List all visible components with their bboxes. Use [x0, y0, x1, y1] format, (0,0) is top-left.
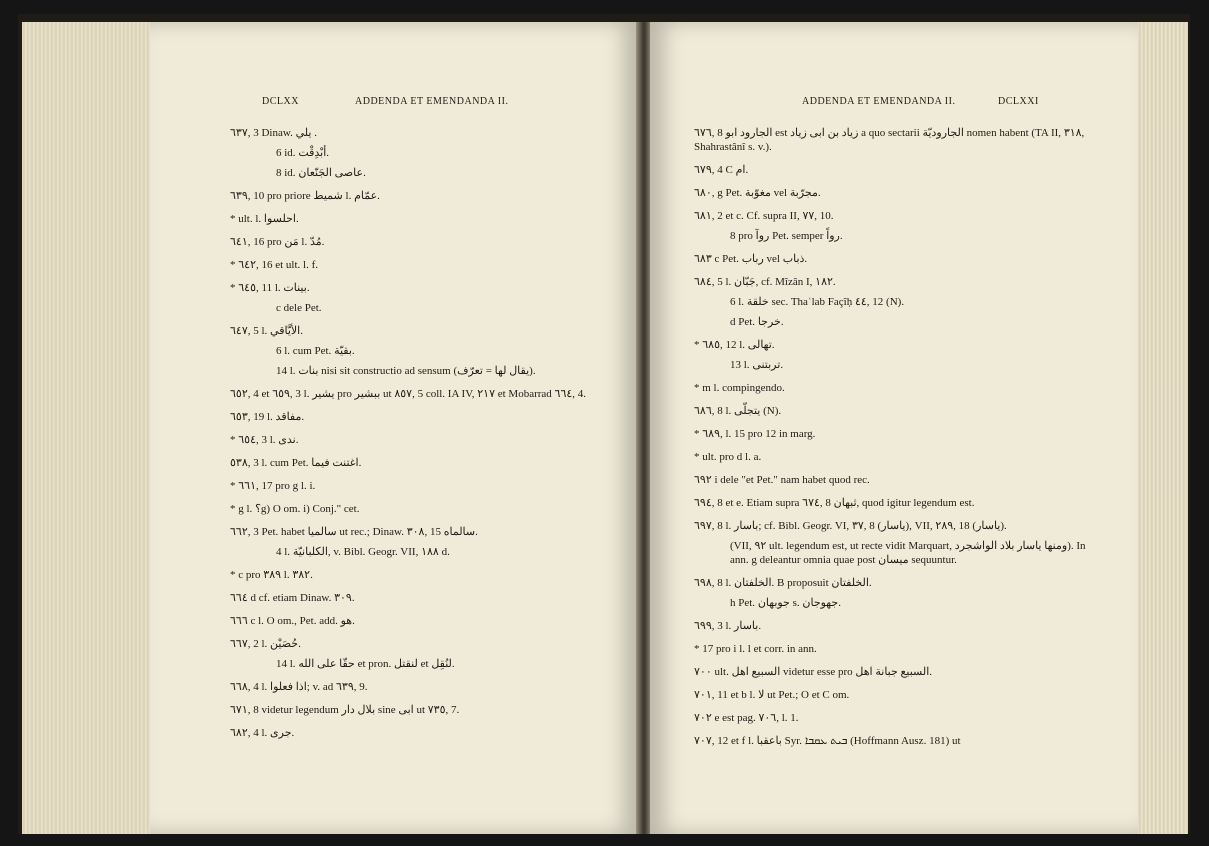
entry: ٦٦٢, 3 Pet. habet سالميا ut rec.; Dinaw. ٣٠٨, 15 سالماه. — [230, 526, 478, 538]
entry: 6 id. أبْدِقْت. — [276, 147, 330, 159]
entry: ٦٩٢ i dele "et Pet." nam habet quod rec. — [694, 474, 870, 486]
entry: * ult. l. احلسوا. — [230, 213, 299, 225]
entry: ٦٨٤, 5 l. جَبّان, cf. Mîzân I, ١٨٢. — [694, 276, 836, 288]
entry: 13 l. تربتنى. — [730, 359, 784, 371]
left-running-head: ADDENDA ET EMENDANDA II. — [355, 96, 509, 107]
entry: 6 l. خلقة sec. Thaʿlab Façîḥ ٤٤, 12 (N). — [730, 296, 905, 308]
entry: d Pet. خرجا. — [730, 316, 784, 328]
entry: ٧٠٧, 12 et f l. باعقبا Syr. ܒܝܬ ܥܩܒܐ (Hoffmann Ausz. 181) ut — [694, 735, 961, 747]
entry: (VII, ٩٢ ult. legendum est, ut recte vidit Marquart, ومنها ياسار بلاد الواشجرد). In ann. g deleantur omnia quae post ميسان sequuntur. — [730, 540, 1086, 566]
entry: 4 l. الكلبانيّة, v. Bibl. Geogr. VII, ١٨٨ d. — [276, 546, 450, 558]
entry: * ult. pro d l. a. — [694, 451, 762, 463]
entry: * c pro ٣٨٩ l. ٣٨٢. — [230, 569, 313, 581]
entry: * g l. ؟g) O om. i) Conj." cet. — [230, 503, 360, 515]
entry: c dele Pet. — [276, 302, 322, 314]
right-page — [650, 22, 1138, 834]
entry: ٦٩٨, 8 l. الخلفتان. B proposuit الخلفتان. — [694, 577, 872, 589]
entry: ٦٣٩, 10 pro priore شميط l. عمّام. — [230, 190, 380, 202]
entry: ٦٩٤, 8 et e. Etiam supra ٦٧٤, 8 ثبهان, quod igitur legendum est. — [694, 497, 975, 509]
entry: 8 id. عاصى الجَنّعان. — [276, 167, 366, 179]
entry: ٦٦٨, 4 l. اذا فعلوا; v. ad ٦٣٩, 9. — [230, 681, 368, 693]
entry: ٦٧٩, 4 C ام. — [694, 164, 749, 176]
entry: ٦٤١, 16 pro مَن l. مُدّ. — [230, 236, 325, 248]
entry: * ٦٨٩, l. 15 pro 12 in marg. — [694, 428, 816, 440]
entry: ٦٧٦, 8 الجارود ابو est زياد بن ابى زياد a quo sectarii الجاروديّة nomen habent (TA II, ٣١٨, Shahrastânî s. v.). — [694, 127, 1085, 153]
right-page-number: DCLXXI — [998, 96, 1039, 107]
entry: 14 l. بنات nisi sit constructio ad sensum (يقال لها = تعرّف). — [276, 365, 536, 377]
entry: ٦٨١, 2 et c. Cf. supra II, ٧٧, 10. — [694, 210, 834, 222]
entry: ٦٤٧, 5 l. الأيَّاقي. — [230, 325, 303, 337]
entry: ٦٥٣, 19 l. مفاقد. — [230, 411, 305, 423]
entry: ٦٧١, 8 videtur legendum بلال دار sine ابى ut ٧٣٥, 7. — [230, 704, 460, 716]
entry: * ٦٦١, 17 pro g l. i. — [230, 480, 316, 492]
entry: ٦٦٧, 2 l. حُصَيْن. — [230, 638, 301, 650]
entry: ٦٨٠, g Pet. مغوّبة vel مجرّبة. — [694, 187, 821, 199]
entry: * m l. compingendo. — [694, 382, 785, 394]
entry: ٦٥٢, 4 et ٦٥٩, 3 l. يشير pro ببشير ut ٨٥٧, 5 coll. IA IV, ٢١٧ et Mobarrad ٦٦٤, 4. — [230, 388, 587, 400]
right-entries — [694, 126, 1089, 757]
entry: * ٦٤٥, 11 l. بينات. — [230, 282, 310, 294]
left-entries — [230, 126, 615, 749]
left-page-number: DCLXX — [262, 96, 299, 107]
entry: 14 l. حقّا على الله et pron. لنقتل et لنُقِل. — [276, 658, 455, 670]
entry: ٧٠٠ ult. السبيع اهل videtur esse pro السبيع جبانة اهل. — [694, 666, 933, 678]
entry: ٦٨٦, 8 l. يتجلّى (N). — [694, 405, 782, 417]
entry: 6 l. cum Pet. بقيّة. — [276, 345, 355, 357]
entry: ٦٦٦ c l. O om., Pet. add. هو. — [230, 615, 355, 627]
left-page — [150, 22, 638, 834]
entry: * ٦٥٤, 3 l. ندى. — [230, 434, 299, 446]
entry: ٦٨٢, 4 l. جرى. — [230, 727, 295, 739]
left-page-edges — [22, 22, 162, 834]
right-running-head: ADDENDA ET EMENDANDA II. — [802, 96, 956, 107]
entry: ٥٣٨, 3 l. cum Pet. اغتنت فيما. — [230, 457, 362, 469]
entry: * ٦٤٢, 16 et ult. l. f. — [230, 259, 319, 271]
entry: ٦٨٣ c Pet. رباب vel ذباب. — [694, 253, 808, 265]
entry: 8 pro روآ Pet. semper رواً. — [730, 230, 843, 242]
entry: ٧٠١, 11 et b l. لا ut Pet.; O et C om. — [694, 689, 850, 701]
entry: ٧٠٢ e est pag. ٧٠٦, l. 1. — [694, 712, 799, 724]
entry: ٦٣٧, 3 Dinaw. يلي . — [230, 127, 317, 139]
entry: ٦٩٧, 8 l. باسار; cf. Bibl. Geogr. VI, ٣٧, 8 (ياسار), VII, ٢٨٩, 18 (ياسار). — [694, 520, 1007, 532]
entry: * 17 pro i l. l et corr. in ann. — [694, 643, 817, 655]
entry: h Pet. جوبهان s. جهوجان. — [730, 597, 841, 609]
entry: ٦٦٤ d cf. etiam Dinaw. ٣٠٩. — [230, 592, 355, 604]
entry: * ٦٨٥, 12 l. تهالى. — [694, 339, 775, 351]
entry: ٦٩٩, 3 l. باسار. — [694, 620, 762, 632]
right-page-edges — [1130, 22, 1188, 834]
